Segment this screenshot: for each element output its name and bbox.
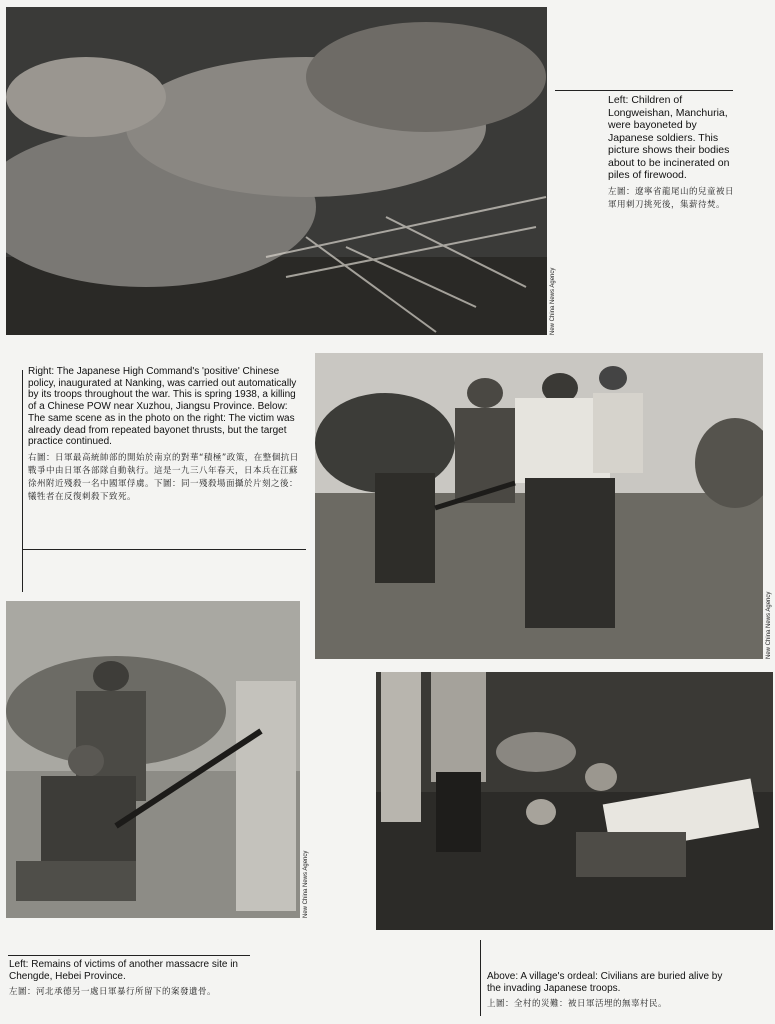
photo-children-longweishan	[6, 7, 547, 335]
caption-english: Left: Remains of victims of another massacre site in Chengde, Hebei Province.	[9, 959, 238, 982]
caption-english: Above: A village's ordeal: Civilians are buried alive by the invading Japanese troops.	[487, 971, 723, 994]
caption-longweishan	[608, 94, 738, 212]
caption-english: Left: Children of Longweishan, Manchuria, were bayoneted by Japanese soldiers. This picture shows their bodies about to be incinerated on piles of firewood.	[608, 94, 730, 181]
caption-rule	[22, 370, 23, 592]
caption-chinese: 右圖：日軍最高統帥部的開始於南京的對華“積極”政策，在整個抗日戰爭中由日軍各部隊自動執行。這是一九三八年春天，日本兵在江蘇徐州附近殘殺一名中國軍俘虜。下圖：同一殘殺場面攝於片刻之後：犧牲者在反復刺殺下致死。	[28, 452, 299, 502]
photo-pow-killing	[315, 353, 763, 659]
caption-english: Right: The Japanese High Command's 'positive' Chinese policy, inaugurated at Nanking, was carried out automatically by its troops throughout the war. This is spring 1938, a killing of a Chinese POW near Xuzhou, Jiangsu Province. Below: The same scene as in the photo on the right: The victim was already dead from repeated bayonet thrusts, but the target practice continued.	[28, 366, 297, 448]
caption-chinese: 左圖：遼寧省龍尾山的兒童被日軍用刺刀挑死後，集薪待焚。	[608, 186, 735, 210]
caption-village	[487, 971, 737, 1011]
caption-chinese: 上圖：全村的災難：被日軍活埋的無辜村民。	[487, 999, 668, 1009]
photo-bayonet-victim	[6, 601, 300, 918]
photo-credit: New China News Agency	[550, 267, 556, 335]
photo-credit: New China News Agency	[766, 591, 772, 659]
photo-credit: New China News Agency	[303, 850, 309, 918]
caption-chinese: 左圖：河北承德另一處日軍暴行所留下的案發遺骨。	[9, 987, 217, 997]
caption-rule	[555, 90, 733, 91]
caption-rule	[22, 549, 306, 550]
caption-nanking-policy	[28, 366, 306, 504]
caption-rule	[480, 940, 481, 1016]
photo-buried-alive	[376, 672, 773, 930]
caption-rule	[8, 955, 250, 956]
caption-chengde	[9, 959, 279, 999]
